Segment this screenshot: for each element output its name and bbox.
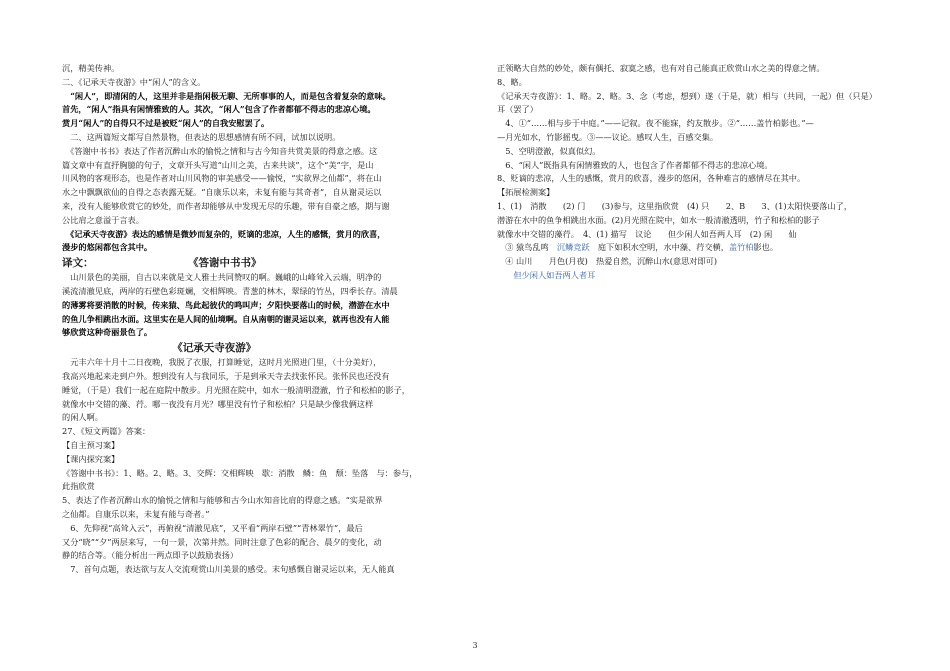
text-line: 正领略大自然的妙处，颇有偶托、寂寞之感，也有对自己能真正欣赏山水之美的得意之情。 — [497, 63, 825, 73]
text-line: 【拓展检测案】 — [497, 187, 555, 198]
text-line: 就像水中交错的藻、荇。哪一夜没有月光？哪里没有竹子和松柏？只是缺少像我俩这样 — [62, 398, 374, 409]
text-line: 8、贬谪的悲凉，人生的感慨，赏月的欣喜，漫步的悠闲，各种难言的感情尽在其中。 — [497, 173, 806, 184]
text-line: 27、《短文两篇》答案： — [62, 426, 151, 437]
text-line: 但少闲人如吾两人者耳 — [497, 269, 596, 280]
text-segment: ③ 猿鸟乱鸣 — [497, 242, 557, 253]
text-line: 的闲人啊。 — [62, 412, 103, 423]
text-segment: 庭下如积水空明，水中藻、荇交横， — [589, 242, 729, 253]
text-line: 7、首句点题，表达欲与友人交流观赏山川美景的感受。末句感慨自谢灵运以来，无人能真 — [62, 564, 395, 575]
text-line: 此指欣赏 — [62, 481, 95, 492]
text-line: 【课内探究案】 — [62, 453, 120, 464]
text-line: 二、《记承天寺夜游》中“闲人”的含义。 — [62, 76, 206, 87]
text-line: 的鱼儿争相跳出水面。这里实在是人间的仙境啊。自从南朝的谢灵运以来，就再也没有人能 — [62, 313, 390, 324]
text-line: 潜游在水中的鱼争相跳出水面。(2)月光照在院中，如水一般清澈透明，竹子和松柏的影子 — [497, 214, 820, 225]
text-line: 就像水中交错的藻荇。 4、(1) 描写 议论 但少闲人如吾两人耳 (2) 闲 仙 — [497, 228, 797, 239]
left-column — [62, 62, 462, 577]
text-segment: 盖竹柏 — [728, 242, 754, 253]
text-line: 1、(1) 消散 (2) 门 (3)参与，这里指欣赏 (4) 只 2、B 3、(1)太阳快要落山了， — [497, 200, 853, 211]
text-line — [497, 241, 897, 255]
text-line: 6、先仰视“高耸入云”，再俯视“清澈见底”，又平看“两岸石壁”“青林翠竹”，最后 — [62, 522, 363, 533]
text-line: 8、略。 — [497, 76, 527, 87]
text-line: 公比肩之意溢于言表。 — [62, 214, 144, 225]
text-line: ④ 山川 月色(月夜) 热爱自然，沉醉山水(意思对即可) — [497, 256, 718, 267]
text-line: 的薄雾将要消散的时候，传来猿、鸟此起彼伏的鸣叫声；夕阳快要落山的时候，潜游在水中 — [62, 299, 390, 310]
text-line: 耳（罢了） — [497, 104, 538, 115]
text-line: 译文： 《答谢中书书》 — [62, 257, 262, 270]
text-line: 水之中飘飘欲仙的自得之态表露无疑。“自康乐以来，未复有能与其奇者”，自从谢灵运以 — [62, 187, 382, 198]
text-line: 《答谢中书书》表达了作者沉醉山水的愉悦之情和与古今知音共赏美景的得意之感。这 — [62, 145, 378, 156]
text-line: 我高兴地起来走到户外。想到没有人与我同乐，于是到承天寺去找张怀民。张怀民也还没有 — [62, 370, 390, 381]
text-segment: 沉鳞竞跃 — [556, 242, 590, 253]
right-column — [497, 62, 897, 283]
text-line: 够欣赏这种奇丽景色了。 — [62, 327, 153, 338]
text-line: 首先，“闲人”指具有闲情雅致的人。其次，“闲人”包含了作者都郁不得志的悲凉心境。 — [62, 104, 376, 115]
text-line: 睡觉，（于是）我们一起在庭院中散步。月光照在院中，如水一般清明澄澈，竹子和松柏的影子， — [62, 384, 410, 395]
text-line: —月光如水，竹影摇曳。③——议论。感叹人生，百感交集。 — [497, 131, 719, 142]
text-line: 《答谢中书书》：1、略。2、略。3、交辉：交相辉映 歇：消散 鳞：鱼 颓：坠落 与：参与， — [62, 467, 418, 478]
text-line: 漫步的悠闲都包含其中。 — [62, 242, 153, 253]
text-line: 二、这两篇短文都写自然景物，但表达的思想感情有所不同，试加以说明。 — [62, 131, 341, 142]
text-line: 5、表达了作者沉醉山水的愉悦之情和与能够和古今山水知音比肩的得意之感。“实是欲界 — [62, 495, 383, 506]
text-line: 川风物的客观形态，也是作者对山川风物的审美感受——愉悦，“实欲界之仙都”，将在山 — [62, 173, 382, 184]
text-line: 6、“闲人”既指具有闲情雅致的人，也包含了作者都郁不得志的悲凉心境。 — [497, 159, 773, 170]
page-number: 3 — [472, 641, 478, 650]
text-line: 山川景色的美丽，自古以来就是文人雅士共同赞叹的啊。巍峨的山峰耸入云端，明净的 — [62, 272, 382, 283]
text-line: 来，没有人能够欣赏它的妙处，而作者却能够从中发现无尽的乐趣，带有自豪之感，期与谢 — [62, 200, 390, 211]
text-line: 《记承天寺夜游》 — [62, 342, 257, 355]
text-line: 赏月“闲人”的自得只不过是被贬“闲人”的自我安慰罢了。 — [62, 118, 270, 129]
text-line: 《记承天寺夜游》表达的感情是微妙而复杂的，贬谪的悲凉，人生的感慨，赏月的欣喜， — [62, 228, 386, 239]
text-line: “闲人”，即清闲的人，这里并非是指闲极无聊、无所事事的人，而是包含着复杂的意味。 — [62, 90, 391, 101]
text-line: 又分“晓”“夕”两层来写，一句一景，次第井然。同时注意了色彩的配合、晨夕的变化，动 — [62, 536, 382, 547]
text-line: 《记承天寺夜游》：1、略。2、略。3、念（考虑，想到）遂（于是，就）相与（共同，一起）但（只是） — [497, 90, 877, 101]
text-line: 沉，精美传神。 — [62, 63, 120, 73]
text-line: 元丰六年十月十二日夜晚，我脱了衣服，打算睡觉，这时月光照进门里，（十分美好）， — [62, 357, 382, 368]
text-segment: 影也。 — [753, 242, 779, 253]
text-line: 溪流清澈见底，两岸的石壁色彩斑斓，交相辉映。青葱的林木，翠绿的竹丛，四季长存。清晨 — [62, 285, 398, 296]
text-line: 5、空明澄澈，似真似幻。 — [497, 145, 601, 156]
text-line: 之仙都。自康乐以来，未复有能与奇者。” — [62, 508, 210, 519]
text-line: 4、①“……相与步于中庭。”——记叙。夜不能寐，约友散步。②“……盖竹柏影也。”— — [497, 118, 814, 129]
text-line: 【自主预习案】 — [62, 439, 120, 450]
text-line: 静的结合等。（能分析出一两点即予以鼓励表扬） — [62, 550, 239, 561]
text-line: 篇文章中有直抒胸臆的句子，文章开头写道“山川之美，古来共谈”，这个“美”字，是山 — [62, 159, 374, 170]
